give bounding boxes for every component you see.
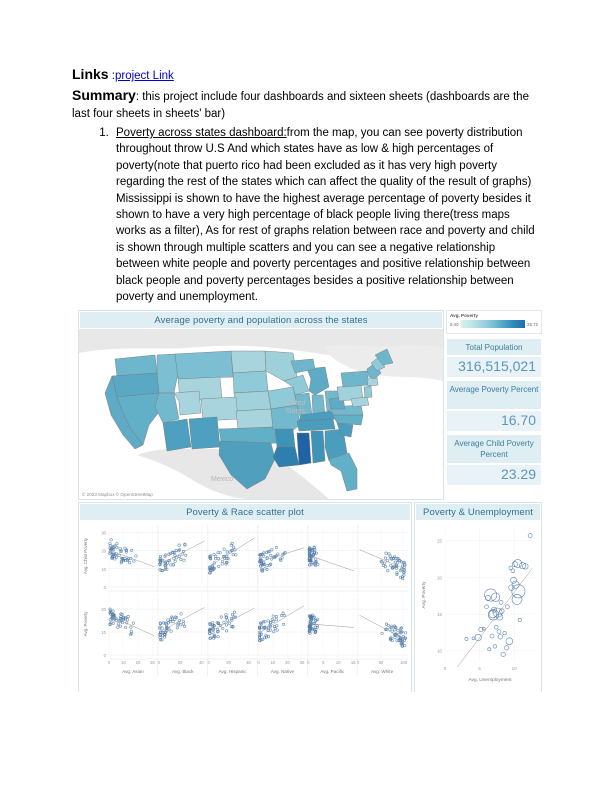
scatter-matrix-canvas[interactable] [79,521,411,696]
svg-text:40: 40 [246,660,251,665]
legend-title: Avg. Poverty [450,313,478,318]
map-panel-title: Average poverty and population across the states [79,311,443,329]
svg-text:15: 15 [350,660,356,665]
kpi-value: 16.70 [447,411,541,431]
svg-text:20: 20 [437,575,442,581]
kpi-total-population-label [446,338,542,356]
map-legend[interactable] [446,310,542,334]
unemployment-canvas[interactable] [415,521,541,696]
tableau-dashboard [78,310,542,692]
svg-text:5: 5 [478,666,481,671]
svg-text:0: 0 [257,660,260,665]
svg-text:0: 0 [307,660,310,665]
svg-text:Avg. Poverty: Avg. Poverty [83,611,88,637]
svg-text:Avg. Poverty: Avg. Poverty [422,581,427,609]
summary-label: Summary [72,87,136,103]
svg-text:10: 10 [101,566,106,572]
summary-list [72,125,540,305]
map-row [78,310,542,500]
summary-text: : this project include four dashboards and sixteen sheets (dashboards are the last four sheets in sheets' bar) [72,91,529,120]
summary-paragraph [72,87,540,122]
svg-text:Avg. Unemployment: Avg. Unemployment [468,678,512,683]
unemployment-title: Poverty & Unemployment [415,503,541,521]
svg-text:25: 25 [437,538,442,544]
list-item-body: from the map, you can see poverty distribution throughout throw U.S And which states have as low & high percentages of poverty(note that puerto rico had been excluded as it has very high poverty regarding the rest of the states which can affect the quality of the result of graphs) Mississippi is shown to have the highest average percentage of poverty besides it shown to have a very high percentage of black people living there(tress maps works as a filter), As for rest of graphs relation between race and poverty and child is shown through multiple scatters and you can see a negative relationship between white people and poverty percentages and positive relationship between black people and poverty percentages besides a positive relationship between poverty and unemployment. [116,127,535,304]
svg-text:10: 10 [511,666,517,671]
project-link[interactable]: project Link [114,70,174,82]
scatter-matrix-title: Poverty & Race scatter plot [79,503,411,521]
kpi-column [446,310,542,500]
kpi-child-poverty-value [446,464,542,486]
svg-text:10: 10 [101,630,106,636]
map-canvas[interactable] [79,329,443,499]
svg-text:Avg. Native: Avg. Native [270,669,295,674]
bottom-charts-row [78,502,542,692]
kpi-total-population-value [446,356,542,378]
svg-text:30: 30 [150,660,155,665]
unemployment-panel[interactable] [414,502,542,692]
svg-text:20: 20 [101,548,106,554]
list-item [112,125,540,305]
svg-text:0: 0 [207,660,210,665]
legend-gradient-bar [461,320,525,328]
kpi-child-poverty-label [446,434,542,464]
list-item-title: Poverty across states dashboard: [116,127,287,139]
svg-text:30: 30 [101,530,106,536]
svg-text:30: 30 [299,660,305,665]
svg-text:Avg. Pacific: Avg. Pacific [320,669,345,674]
svg-text:10: 10 [121,660,126,665]
map-panel[interactable] [78,310,444,500]
map-attribution: © 2023 Mapbox © OpenStreetMap [82,492,153,497]
choropleth-map[interactable] [79,329,443,499]
svg-text:40: 40 [199,660,204,665]
links-line [72,66,540,85]
svg-text:15: 15 [437,612,442,618]
links-label: Links [72,66,109,82]
svg-text:20: 20 [285,660,290,665]
unemployment-scatter-svg[interactable] [415,521,541,691]
svg-text:Avg. Child Poverty: Avg. Child Poverty [83,537,88,575]
legend-max-value: 25.72 [527,321,538,327]
svg-text:20: 20 [226,660,231,665]
svg-text:50: 50 [378,660,384,665]
scatter-matrix-panel[interactable] [78,502,412,692]
svg-text:United: United [285,400,306,407]
svg-text:10: 10 [437,648,442,654]
kpi-average-poverty-value [446,410,542,432]
svg-text:States: States [285,408,305,415]
svg-text:5: 5 [322,660,325,665]
svg-text:10: 10 [335,660,341,665]
svg-text:0: 0 [356,660,360,665]
links-separator: : [108,70,115,82]
svg-text:0: 0 [443,666,447,671]
kpi-value: 23.29 [447,465,541,485]
svg-text:Avg. Black: Avg. Black [171,669,194,674]
kpi-value: 316,515,021 [447,357,541,377]
svg-text:Avg. Asian: Avg. Asian [122,669,144,674]
svg-text:0: 0 [103,653,106,658]
svg-text:100: 100 [400,660,408,665]
scatter-matrix-svg[interactable] [79,521,411,691]
legend-min-value: 9.40 [450,321,459,327]
svg-text:20: 20 [135,660,141,665]
kpi-label: Average Child Poverty Percent [447,435,541,462]
kpi-average-poverty-label [446,380,542,410]
kpi-label: Total Population [447,339,541,355]
svg-text:10: 10 [270,660,276,665]
legend-scale [450,320,538,328]
svg-text:0: 0 [103,585,106,590]
svg-text:20: 20 [177,660,183,665]
svg-text:Avg. Hispanic: Avg. Hispanic [218,669,247,674]
svg-text:Avg. White: Avg. White [371,669,394,674]
svg-text:20: 20 [101,607,106,613]
svg-text:0: 0 [107,660,111,665]
text-block [72,66,540,305]
svg-text:0: 0 [157,660,161,665]
kpi-label: Average Poverty Percent [447,381,541,397]
svg-text:Mexico: Mexico [211,476,234,483]
